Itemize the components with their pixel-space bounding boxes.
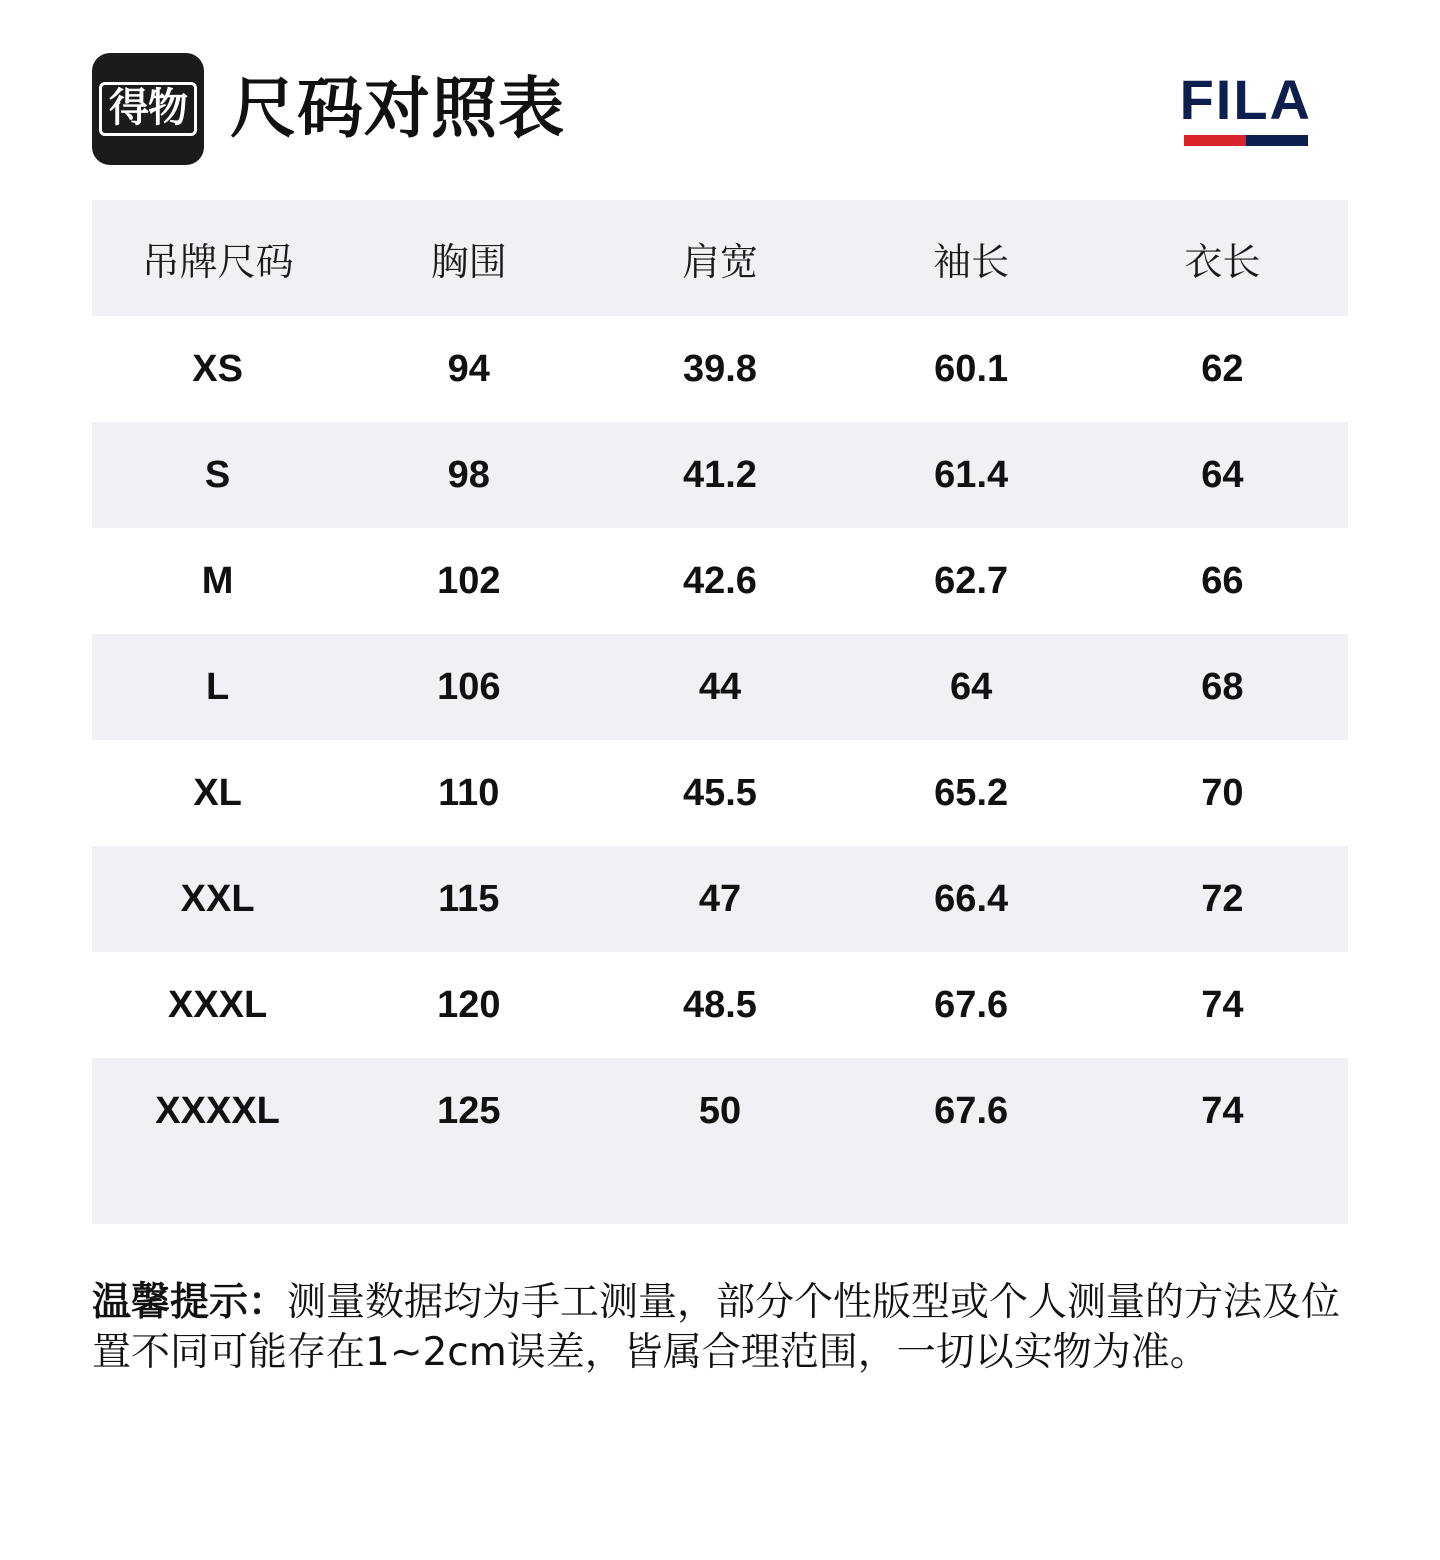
table-row (92, 422, 1348, 528)
cell-shoulder: 47 (594, 846, 845, 952)
column-header-length: 衣长 (1184, 239, 1261, 284)
table-row (92, 740, 1348, 846)
note-label: 温馨提示： (92, 1280, 288, 1325)
table-row (92, 634, 1348, 740)
cell-length: 68 (1097, 634, 1348, 740)
table-row (92, 1058, 1348, 1164)
column-header-tag-size: 吊牌尺码 (141, 239, 294, 284)
fila-bar-navy (1246, 135, 1308, 146)
dewu-logo-badge (92, 53, 204, 165)
column-header-shoulder: 肩宽 (681, 239, 758, 284)
column-header-sleeve: 袖长 (933, 239, 1010, 284)
table-row (92, 846, 1348, 952)
cell-length: 70 (1097, 740, 1348, 846)
cell-sleeve: 60.1 (846, 316, 1097, 422)
cell-length: 72 (1097, 846, 1348, 952)
cell-size: XXXL (92, 952, 343, 1058)
cell-sleeve: 66.4 (846, 846, 1097, 952)
cell-length: 74 (1097, 952, 1348, 1058)
table-row (92, 528, 1348, 634)
measurement-note (92, 1278, 1362, 1378)
cell-size: XS (92, 316, 343, 422)
cell-length: 62 (1097, 316, 1348, 422)
size-table-head (92, 200, 1348, 316)
cell-length: 66 (1097, 528, 1348, 634)
cell-chest: 120 (343, 952, 594, 1058)
cell-chest: 125 (343, 1058, 594, 1164)
cell-shoulder: 45.5 (594, 740, 845, 846)
cell-size: M (92, 528, 343, 634)
cell-chest: 106 (343, 634, 594, 740)
cell-chest: 110 (343, 740, 594, 846)
size-table-card (92, 200, 1348, 1224)
fila-logo-bars-icon (1184, 135, 1308, 146)
size-table (92, 200, 1348, 1164)
column-header-chest: 胸围 (430, 239, 507, 284)
table-row (92, 316, 1348, 422)
cell-size: XXXXL (92, 1058, 343, 1164)
cell-shoulder: 41.2 (594, 422, 845, 528)
cell-length: 74 (1097, 1058, 1348, 1164)
page-header (92, 0, 1348, 200)
cell-shoulder: 39.8 (594, 316, 845, 422)
fila-logo (1179, 68, 1348, 146)
cell-sleeve: 62.7 (846, 528, 1097, 634)
cell-chest: 115 (343, 846, 594, 952)
table-row (92, 952, 1348, 1058)
cell-shoulder: 42.6 (594, 528, 845, 634)
page-title: 尺码对照表 (230, 70, 565, 147)
cell-length: 64 (1097, 422, 1348, 528)
cell-size: XL (92, 740, 343, 846)
cell-shoulder: 44 (594, 634, 845, 740)
cell-sleeve: 61.4 (846, 422, 1097, 528)
cell-sleeve: 64 (846, 634, 1097, 740)
cell-chest: 94 (343, 316, 594, 422)
fila-bar-red (1184, 135, 1246, 146)
table-header-row (92, 200, 1348, 316)
cell-shoulder: 48.5 (594, 952, 845, 1058)
cell-sleeve: 67.6 (846, 1058, 1097, 1164)
size-table-body (92, 316, 1348, 1164)
dewu-logo-text: 得物 (99, 82, 197, 136)
cell-sleeve: 65.2 (846, 740, 1097, 846)
cell-chest: 98 (343, 422, 594, 528)
cell-size: S (92, 422, 343, 528)
table-bottom-padding (92, 1164, 1348, 1224)
cell-shoulder: 50 (594, 1058, 845, 1164)
cell-size: L (92, 634, 343, 740)
cell-chest: 102 (343, 528, 594, 634)
note-text: 测量数据均为手工测量，部分个性版型或个人测量的方法及位置不同可能存在1~2cm误差，皆属合理范围，一切以实物为准。 (92, 1280, 1341, 1375)
fila-logo-text: FILA (1179, 68, 1312, 131)
cell-size: XXL (92, 846, 343, 952)
cell-sleeve: 67.6 (846, 952, 1097, 1058)
